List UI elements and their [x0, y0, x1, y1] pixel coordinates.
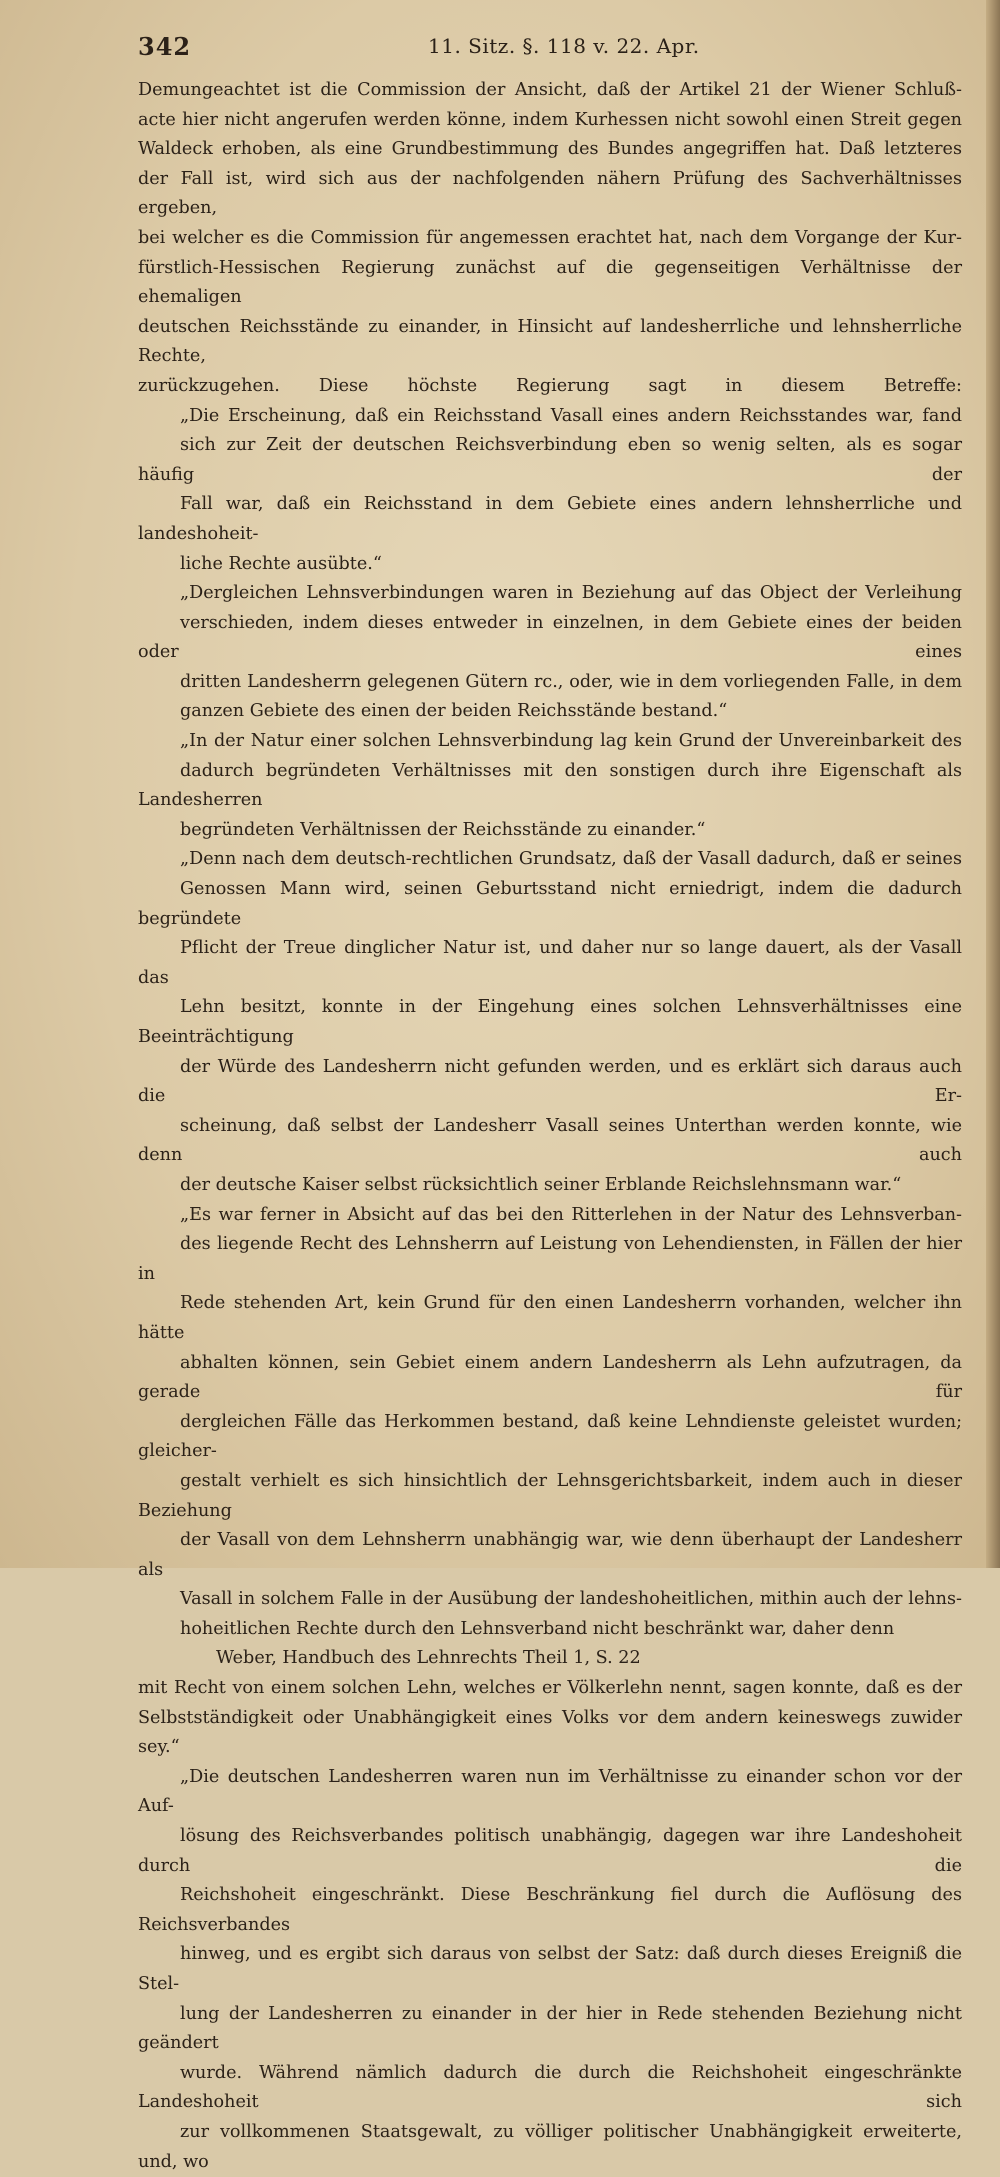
text-line: dergleichen Fälle das Herkommen bestand, daß keine Lehndienste geleistet wurden; gleicher- — [138, 1411, 962, 1462]
text-line: Rede stehenden Art, kein Grund für den einen Landesherrn vorhanden, welcher ihn hätte — [138, 1293, 962, 1343]
citation-line — [216, 1644, 962, 1674]
text-line: sich zur Zeit der deutschen Reichsverbindung eben so wenig selten, als es sogar häufig der — [138, 435, 962, 485]
text-line: Fall war, daß ein Reichsstand in dem Gebiete eines andern lehnsherrliche und landeshoheit- — [138, 494, 962, 544]
text-line: dadurch begründeten Verhältnisses mit den sonstigen durch ihre Eigenschaft als Landesherren — [138, 760, 962, 811]
paragraph — [138, 1763, 962, 2177]
text-line: der Fall ist, wird sich aus der nachfolgenden nähern Prüfung des Sachverhältnisses ergeben, — [138, 168, 962, 219]
page-number: 342 — [138, 32, 192, 61]
text-line: wurde. Während nämlich dadurch die durch die Reichshoheit eingeschränkte Landeshoheit sich — [138, 2062, 962, 2113]
text-line: ganzen Gebiete des einen der beiden Reichsstände bestand.“ — [180, 701, 728, 722]
text-line: bei welcher es die Commission für angemessen erachtet hat, nach dem Vorgange der Kur- — [138, 227, 962, 248]
text-line: acte hier nicht angerufen werden könne, indem Kurhessen nicht sowohl einen Streit gegen — [138, 109, 962, 130]
text-line: „Dergleichen Lehnsverbindungen waren in Beziehung auf das Object der Verleihung — [180, 583, 962, 604]
text-line: dritten Landesherrn gelegenen Gütern rc., oder, wie in dem vorliegenden Falle, in dem — [180, 671, 962, 692]
text-line: lung der Landesherren zu einander in der hier in Rede stehenden Beziehung nicht geändert — [138, 2003, 962, 2054]
paragraph — [138, 845, 962, 1200]
text-line: abhalten können, sein Gebiet einem andern Landesherrn als Lehn aufzutragen, da gerade für — [138, 1352, 962, 1403]
running-head: 11. Sitz. §. 118 v. 22. Apr. — [428, 34, 700, 58]
paragraph — [138, 1201, 962, 1645]
text-line: der Würde des Landesherrn nicht gefunden werden, und es erklärt sich daraus auch die Er- — [138, 1056, 962, 1107]
text-line: der deutsche Kaiser selbst rücksichtlich seiner Erblande Reichslehnsmann war.“ — [180, 1174, 902, 1195]
text-line: mit Recht von einem solchen Lehn, welches er Völkerlehn nennt, sagen konnte, daß es der — [138, 1678, 962, 1699]
paragraph — [138, 402, 962, 580]
text-line: scheinung, daß selbst der Landesherr Vasall seines Unterthan werden konnte, wie denn auch — [138, 1115, 962, 1166]
text-line: Genossen Mann wird, seinen Geburtsstand nicht erniedrigt, indem die dadurch begründete — [138, 879, 962, 929]
text-line: fürstlich-Hessischen Regierung zunächst auf die gegenseitigen Verhältnisse der ehemaligen — [138, 257, 962, 308]
paragraph — [138, 76, 962, 402]
text-line: Demungeachtet ist die Commission der Ansicht, daß der Artikel 21 der Wiener Schluß- — [138, 80, 962, 100]
page-edge-shadow — [986, 0, 1000, 1568]
text-line: Waldeck erhoben, als eine Grundbestimmung des Bundes angegriffen hat. Daß letzteres — [138, 139, 962, 160]
text-line: lösung des Reichsverbandes politisch unabhängig, dagegen war ihre Landeshoheit durch die — [138, 1826, 962, 1876]
text-line: „Denn nach dem deutsch-rechtlichen Grundsatz, daß der Vasall dadurch, daß er seines — [180, 849, 962, 870]
text-line: „In der Natur einer solchen Lehnsverbindung lag kein Grund der Unvereinbarkeit des — [180, 731, 962, 752]
paragraph — [138, 579, 962, 727]
text-line: „Die deutschen Landesherren waren nun im Verhältnisse zu einander schon vor der Auf- — [138, 1766, 962, 1817]
text-line: Lehn besitzt, konnte in der Eingehung eines solchen Lehnsverhältnisses eine Beeinträchtigung — [138, 997, 962, 1047]
text-line: liche Rechte ausübte.“ — [180, 553, 382, 574]
text-line: deutschen Reichsstände zu einander, in Hinsicht auf landesherrliche und lehnsherrliche Rechte, — [138, 316, 962, 367]
text-line: „Die Erscheinung, daß ein Reichsstand Vasall eines andern Reichsstandes war, fand — [180, 405, 962, 426]
text-line: begründeten Verhältnissen der Reichsstände zu einander.“ — [180, 819, 706, 840]
text-line: Reichshoheit eingeschränkt. Diese Beschränkung fiel durch die Auflösung des Reichsverbandes — [138, 1885, 962, 1935]
body-text — [138, 76, 962, 2177]
text-line: verschieden, indem dieses entweder in einzelnen, in dem Gebiete eines der beiden oder eines — [138, 612, 962, 663]
text-line: Weber, Handbuch des Lehnrechts Theil 1, S. 22 — [216, 1648, 641, 1669]
text-line: des liegende Recht des Lehnsherrn auf Leistung von Lehendiensten, in Fällen der hier in — [138, 1234, 962, 1284]
text-line: gestalt verhielt es sich hinsichtlich der Lehnsgerichtsbarkeit, indem auch in dieser Beziehung — [138, 1470, 962, 1521]
text-line: zurückzugehen. Diese höchste Regierung sagt in diesem Betreffe: — [138, 375, 962, 396]
text-line: hoheitlichen Rechte durch den Lehnsverband nicht beschränkt war, daher denn — [180, 1618, 895, 1639]
text-line: „Es war ferner in Absicht auf das bei den Ritterlehen in der Natur des Lehnsverban- — [180, 1204, 962, 1225]
page-header — [138, 32, 968, 72]
text-line: hinweg, und es ergibt sich daraus von selbst der Satz: daß durch dieses Ereigniß die Stel- — [138, 1944, 962, 1994]
text-line: zur vollkommenen Staatsgewalt, zu völliger politischer Unabhängigkeit erweiterte, und, wo — [138, 2121, 962, 2172]
paragraph — [138, 1674, 962, 1763]
text-line: der Vasall von dem Lehnsherrn unabhängig war, wie denn überhaupt der Landesherr als — [138, 1530, 962, 1580]
paragraph — [138, 727, 962, 845]
text-line: Pflicht der Treue dinglicher Natur ist, und daher nur so lange dauert, als der Vasall das — [138, 938, 962, 988]
text-line: Vasall in solchem Falle in der Ausübung der landeshoheitlichen, mithin auch der lehns- — [180, 1589, 962, 1610]
text-line: Selbstständigkeit oder Unabhängigkeit eines Volks vor dem andern keineswegs zuwider sey.“ — [138, 1707, 962, 1758]
